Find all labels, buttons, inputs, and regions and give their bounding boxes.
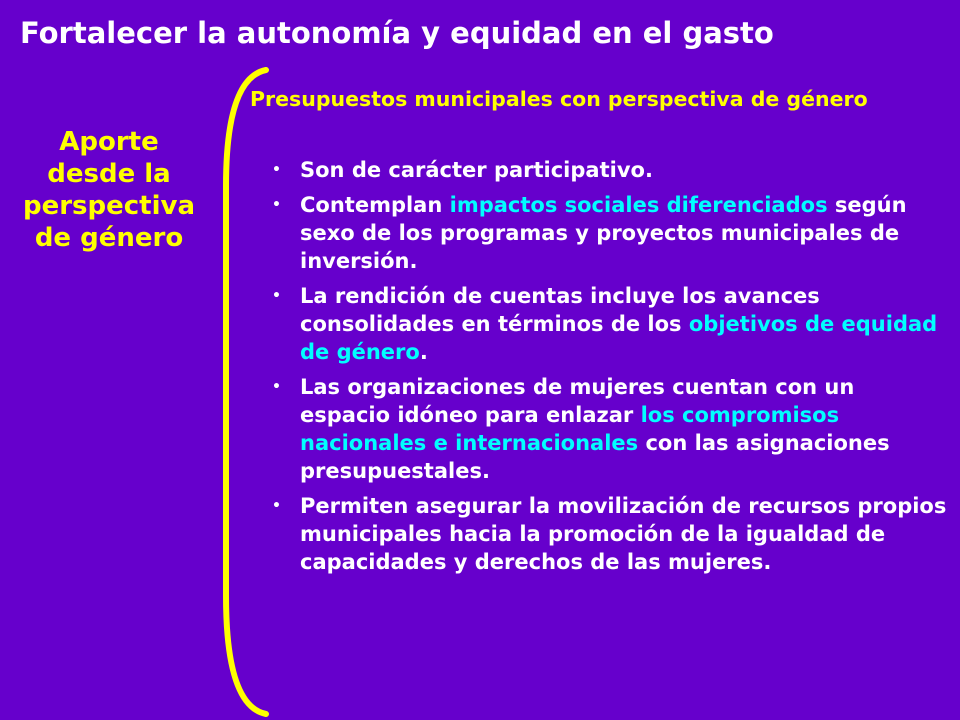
highlighted-text: objetivos de equidad de género — [300, 312, 938, 364]
bullet-text: con las asignaciones presupuestales. — [300, 431, 890, 483]
bullet-dot-icon: • — [272, 162, 281, 178]
slide-title: Fortalecer la autonomía y equidad en el gasto — [20, 16, 774, 50]
side-label-line: desde la — [47, 159, 171, 189]
bullet-item — [270, 492, 950, 576]
bullet-text: . — [419, 340, 428, 364]
bullet-dot-icon: • — [272, 498, 281, 514]
bullet-dot-icon: • — [272, 288, 281, 304]
bracket-divider — [214, 66, 274, 720]
highlighted-text: los compromisos nacionales e internacionales — [300, 403, 840, 455]
bullet-text: Permiten asegurar la movilización de recursos propios municipales hacia la promoción de la igualdad de capacidades y derechos de las mujeres. — [300, 494, 947, 574]
bullet-item — [270, 191, 950, 275]
bullet-dot-icon: • — [272, 379, 281, 395]
bullet-text: Las organizaciones de mujeres cuentan con un espacio idóneo para enlazar — [300, 375, 855, 427]
bullet-text: Contemplan — [300, 193, 450, 217]
bullet-item — [270, 156, 950, 184]
bullet-item — [270, 282, 950, 366]
bullet-item — [270, 373, 950, 485]
bullet-text: La rendición de cuentas incluye los avances consolidades en términos de los — [300, 284, 820, 336]
highlighted-text: impactos sociales diferenciados — [449, 193, 828, 217]
bullet-text: Son de carácter participativo. — [300, 158, 653, 182]
section-subtitle: Presupuestos municipales con perspectiva de género — [250, 87, 868, 111]
bullet-list — [270, 156, 950, 583]
bullet-dot-icon: • — [272, 197, 281, 213]
side-label — [12, 126, 206, 254]
side-label-line: Aporte — [59, 127, 159, 157]
side-label-line: perspectiva — [22, 191, 196, 221]
bullet-text: según sexo de los programas y proyectos municipales de inversión. — [300, 193, 907, 273]
side-label-line: de género — [34, 223, 184, 253]
